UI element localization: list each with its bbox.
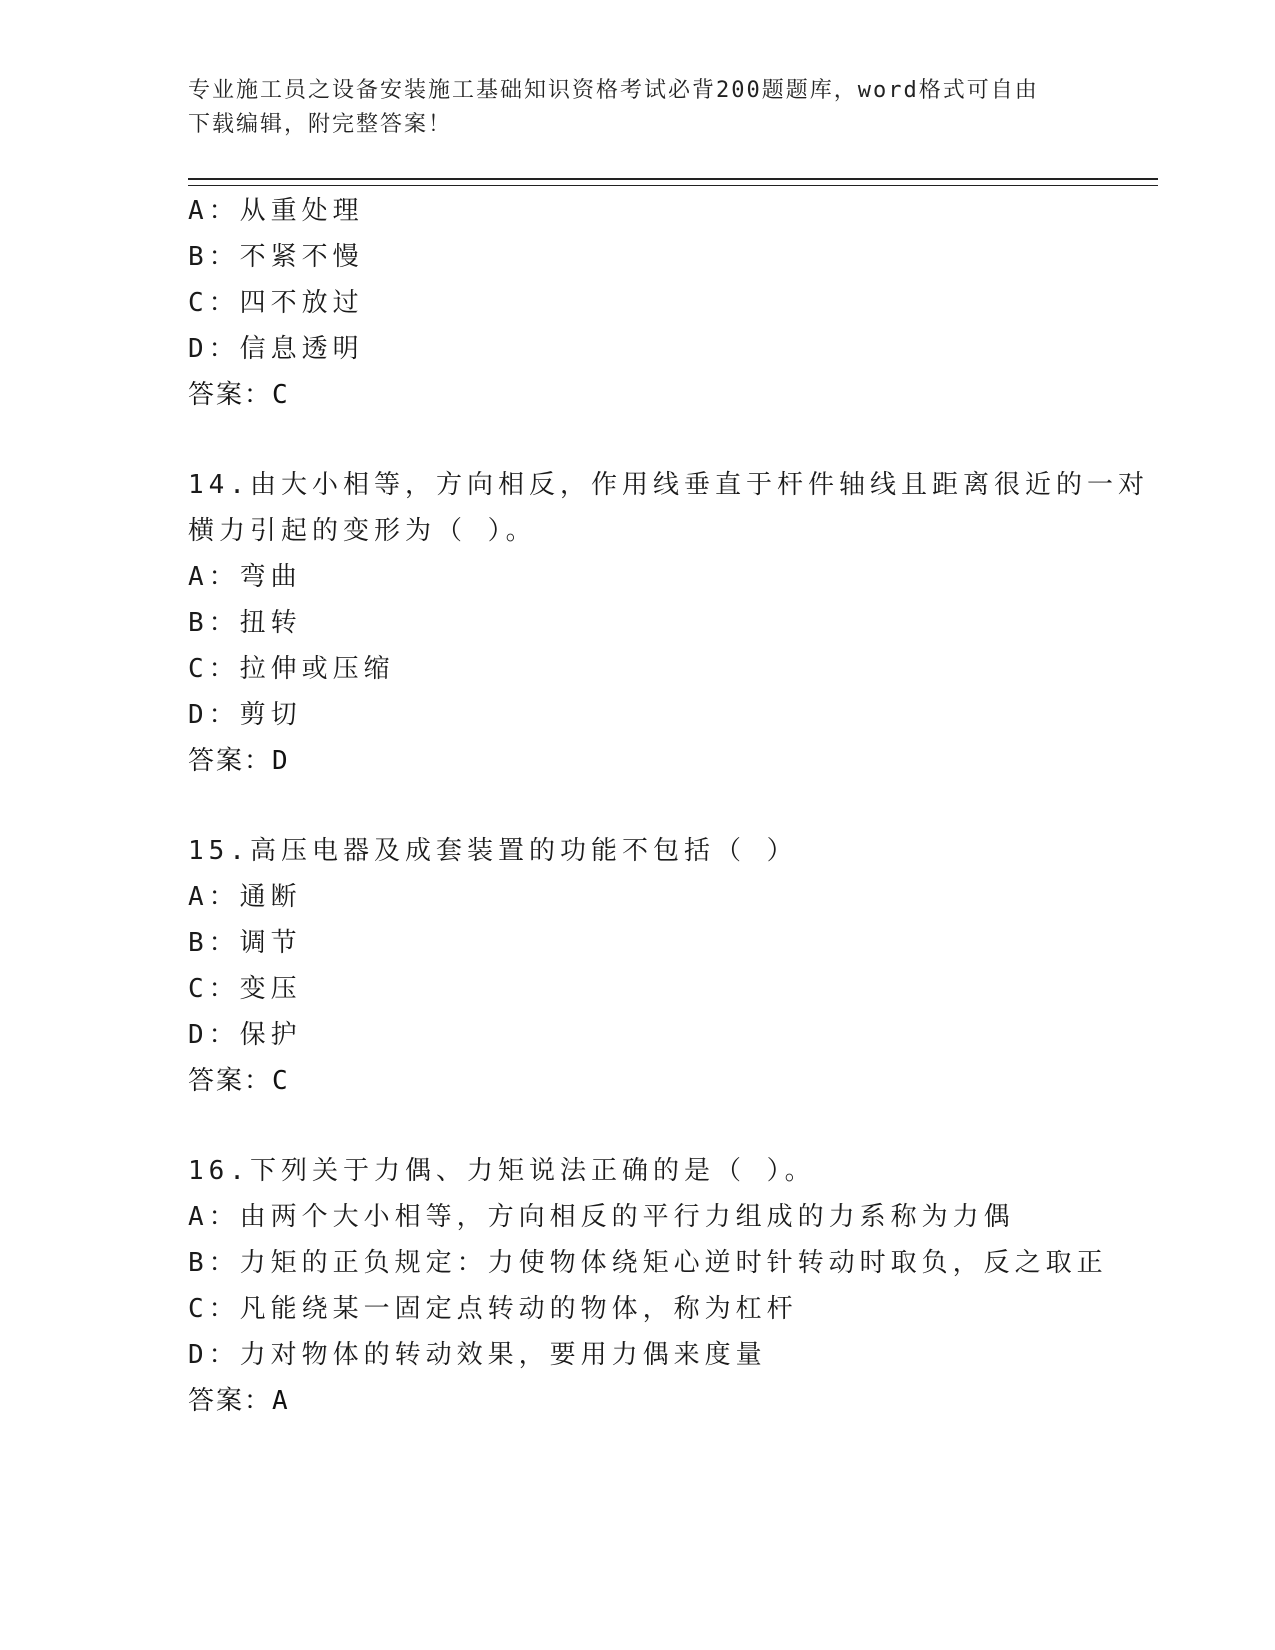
answer: 答案：A: [188, 1386, 290, 1416]
question-stem: 14.由大小相等，方向相反，作用线垂直于杆件轴线且距离很近的一对: [188, 470, 1149, 500]
question-stem: 15.高压电器及成套装置的功能不包括（ ）: [188, 836, 798, 866]
option-b: B：力矩的正负规定：力使物体绕矩心逆时针转动时取负，反之取正: [188, 1248, 1108, 1278]
spacer: [188, 1104, 1148, 1148]
option-d: D：剪切: [188, 700, 302, 730]
spacer: [188, 418, 1148, 462]
option-c: C：变压: [188, 974, 302, 1004]
option-c: C：拉伸或压缩: [188, 654, 395, 684]
question-14: [188, 462, 1148, 784]
question-15: [188, 828, 1148, 1104]
question-list: [188, 188, 1148, 1424]
option-d: D：信息透明: [188, 334, 364, 364]
header-line-1: 专业施工员之设备安装施工基础知识资格考试必背200题题库，word格式可自由: [188, 78, 1039, 103]
option-a: A：通断: [188, 882, 302, 912]
spacer: [188, 784, 1148, 828]
header-divider: [188, 178, 1158, 186]
option-a: A：弯曲: [188, 562, 302, 592]
option-c: C：凡能绕某一固定点转动的物体，称为杠杆: [188, 1294, 798, 1324]
option-b: B：不紧不慢: [188, 242, 364, 272]
option-a: A：由两个大小相等，方向相反的平行力组成的力系称为力偶: [188, 1202, 1015, 1232]
option-d: D：力对物体的转动效果，要用力偶来度量: [188, 1340, 767, 1370]
option-b: B：扭转: [188, 608, 302, 638]
option-b: B：调节: [188, 928, 302, 958]
question-13: [188, 188, 1148, 418]
answer: 答案：C: [188, 1066, 290, 1096]
answer: 答案：C: [188, 380, 290, 410]
option-d: D：保护: [188, 1020, 302, 1050]
question-16: [188, 1148, 1148, 1424]
question-stem-cont: 横力引起的变形为（ ）。: [188, 516, 537, 546]
document-header: [188, 74, 1088, 142]
option-c: C：四不放过: [188, 288, 364, 318]
option-a: A：从重处理: [188, 196, 364, 226]
answer: 答案：D: [188, 746, 290, 776]
question-stem: 16.下列关于力偶、力矩说法正确的是（ ）。: [188, 1156, 816, 1186]
header-line-2: 下载编辑，附完整答案！: [188, 112, 453, 137]
